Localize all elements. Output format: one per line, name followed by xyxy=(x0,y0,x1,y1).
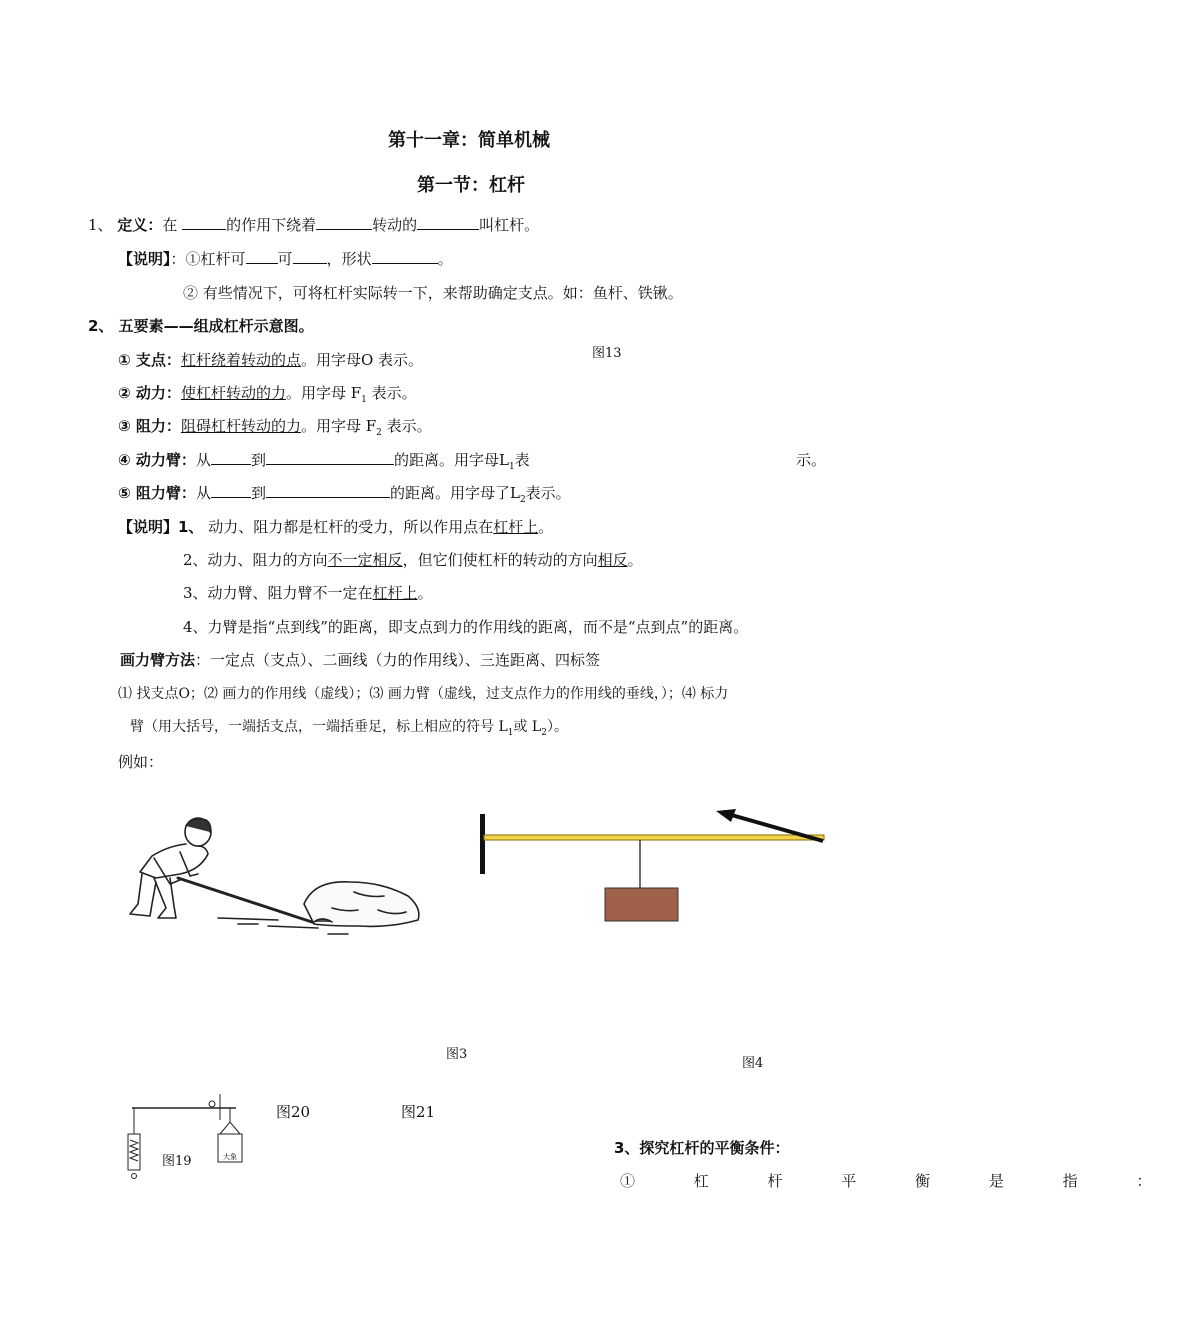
balance-heading: 3、探究杠杆的平衡条件： xyxy=(614,1139,790,1157)
example-label: 例如： xyxy=(118,753,164,771)
blank[interactable] xyxy=(316,215,372,230)
fig13-caption: 图13 xyxy=(592,346,622,361)
weight-label: 大象 xyxy=(223,1153,237,1161)
fig20-caption: 图20 xyxy=(276,1103,311,1121)
blank[interactable] xyxy=(266,450,394,465)
fig19-caption: 图19 xyxy=(162,1154,192,1169)
element-resistance: ③ 阻力：阻碍杠杆转动的力。用字母 $F_2$ 表示。 xyxy=(118,417,432,438)
blank[interactable] xyxy=(372,249,438,264)
explain-1: 【说明】1、 动力、阻力都是杠杆的受力，所以作用点在杠杆上。 xyxy=(118,518,554,536)
effort-arm-tail: 示。 xyxy=(796,451,827,469)
person-lever-illustration xyxy=(118,812,430,940)
hanging-weight xyxy=(605,888,678,921)
element-effort-arm: ④ 动力臂：从 到 的距离。用字母$L_1$表 xyxy=(118,451,530,472)
lever-bar xyxy=(484,835,824,840)
explain-4: 4、力臂是指“点到线”的距离，即支点到力的作用线的距离，而不是“点到点”的距离。 xyxy=(183,618,749,636)
fig4-caption: 图4 xyxy=(742,1056,764,1071)
blank[interactable] xyxy=(211,483,251,498)
fig3-caption: 图3 xyxy=(446,1047,468,1062)
element-effort: ② 动力：使杠杆转动的力。用字母 $F_1$ 表示。 xyxy=(118,384,417,405)
explain-3: 3、动力臂、阻力臂不一定在杠杆上。 xyxy=(183,584,433,602)
element-resistance-arm: ⑤ 阻力臂：从 到 的距离。用字母了$L_2$表示。 xyxy=(118,484,571,505)
blank[interactable] xyxy=(211,450,251,465)
chapter-title: 第十一章：简单机械 xyxy=(388,130,550,151)
explain-2: 2、动力、阻力的方向不一定相反，但它们使杠杆的转动的方向相反。 xyxy=(183,551,643,569)
wall xyxy=(480,814,485,874)
blank[interactable] xyxy=(246,249,278,264)
steps-line-2: 臂（用大括号，一端括支点，一端括垂足，标上相应的符号 $L_1$或 $L_2$）。 xyxy=(130,719,568,738)
note-line-1: 【说明】：①杠杆可 可 ，形状 。 xyxy=(118,250,453,268)
balance-line: ① 杠 杆 平 衡 是 指 ： xyxy=(620,1172,1178,1190)
section-title: 第一节：杠杆 xyxy=(417,175,525,196)
arrow-head xyxy=(716,809,736,822)
element-fulcrum: ① 支点：杠杆绕着转动的点。用字母O 表示。 xyxy=(118,351,424,369)
blank[interactable] xyxy=(293,249,327,264)
note-line-2: ② 有些情况下，可将杠杆实际转一下，来帮助确定支点。如：鱼杆、铁锹。 xyxy=(183,284,683,302)
lever-weight-diagram xyxy=(470,808,835,932)
steps-line-1: ⑴ 找支点O；⑵ 画力的作用线（虚线）；⑶ 画力臂（虚线，过支点作力的作用线的垂线，）；⑷ 标力 xyxy=(118,686,729,702)
fig21-caption: 图21 xyxy=(401,1103,436,1121)
blank[interactable] xyxy=(182,215,226,230)
five-elements-heading: 2、 五要素——组成杠杆示意图。 xyxy=(88,317,314,335)
definition-line: 1、 定义：在 的作用下绕着 转动的 叫杠杆。 xyxy=(88,216,540,234)
blank[interactable] xyxy=(266,483,390,498)
blank[interactable] xyxy=(417,215,479,230)
method-line: 画力臂方法：一定点（支点）、二画线（力的作用线）、三连距离、四标签 xyxy=(120,651,601,669)
